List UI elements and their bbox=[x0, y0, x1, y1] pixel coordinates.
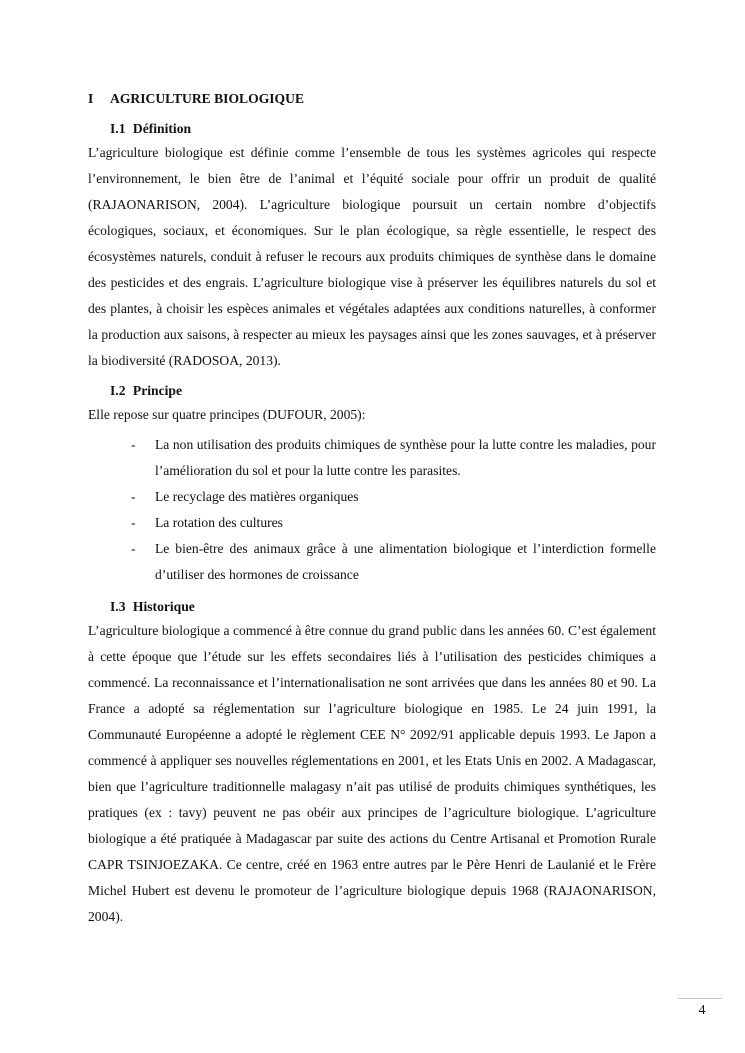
bullet-dash: - bbox=[131, 541, 136, 556]
historique-paragraph: L’agriculture biologique a commencé à être connue du grand public dans les années 60. C’est également à cette époque que l’étude sur les effets secondaires liés à l’utilisation des pesticides chimiques a commencé. La reconnaissance et l’internationalisation ne sont arrivées que dans les années 80 et 90. La France a adopté sa réglementation sur l’agriculture biologique en 1985. Le 24 juin 1991, la Communauté Européenne a adopté le règlement CEE N° 2092/91 applicable depuis 1993. Le Japon a commencé à appliquer ses nouvelles réglementations en 2001, et les Etats Unis en 2002. A Madagascar, bien que l’agriculture traditionnelle malagasy n’ait pas utilisé de produits chimiques synthétiques, les pratiques (ex : tavy) peuvent ne pas obéir aux principes de l’agriculture biologique. L’agriculture biologique a été pratiquée à Madagascar par suite des actions du Centre Artisanal et Promotion Rurale CAPR TSINJOEZAKA. Ce centre, créé en 1963 entre autres par le Père Henri de Laulanié et le Frère Michel Hubert est devenu le promoteur de l’agriculture biologique depuis 1968 (RAJAONARISON, 2004). bbox=[88, 623, 656, 924]
section-number: I.3 bbox=[110, 599, 126, 614]
principles-list bbox=[88, 432, 656, 588]
bullet-dash: - bbox=[131, 489, 136, 504]
list-item-text: La non utilisation des produits chimiques de synthèse pour la lutte contre les maladies, pour l’amélioration du sol et pour la lutte contre les parasites. bbox=[155, 437, 656, 478]
section-title: Principe bbox=[132, 383, 182, 398]
list-item-text: Le recyclage des matières organiques bbox=[155, 489, 359, 504]
section-number: I.2 bbox=[110, 383, 126, 398]
list-item bbox=[88, 510, 656, 536]
list-item-text: La rotation des cultures bbox=[155, 515, 283, 530]
footer-rule bbox=[678, 998, 722, 999]
section-number: I.1 bbox=[110, 121, 126, 136]
list-item bbox=[88, 432, 656, 484]
list-item bbox=[88, 536, 656, 588]
page-body bbox=[88, 90, 656, 930]
section-title: Définition bbox=[132, 121, 192, 136]
section-title: Historique bbox=[132, 599, 195, 614]
section-heading-definition bbox=[110, 120, 656, 138]
section-heading-principe bbox=[110, 382, 656, 400]
bullet-dash: - bbox=[131, 437, 136, 452]
section-heading-historique bbox=[110, 598, 656, 616]
chapter-title: AGRICULTURE BIOLOGIQUE bbox=[110, 91, 305, 106]
list-item bbox=[88, 484, 656, 510]
list-item-text: Le bien-être des animaux grâce à une alimentation biologique et l’interdiction formelle d’utiliser des hormones de croissance bbox=[155, 541, 656, 582]
page-number: 4 bbox=[698, 1002, 706, 1017]
chapter-number: I bbox=[88, 91, 94, 106]
chapter-heading bbox=[88, 90, 656, 108]
principe-intro: Elle repose sur quatre principes (DUFOUR, 2005): bbox=[88, 407, 366, 422]
bullet-dash: - bbox=[131, 515, 136, 530]
definition-paragraph: L’agriculture biologique est définie comme l’ensemble de tous les systèmes agricoles qui respecte l’environnement, le bien être de l’animal et l’équité sociale pour offrir un produit de qualité (RAJAONARISON, 2004). L’agriculture biologique poursuit un certain nombre d’objectifs écologiques, sociaux, et économiques. Sur le plan écologique, sa règle essentielle, le respect des écosystèmes naturels, conduit à refuser le recours aux produits chimiques de synthèse dans le domaine des pesticides et des engrais. L’agriculture biologique vise à préserver les équilibres naturels du sol et des plantes, à choisir les espèces animales et végétales adaptées aux conditions naturelles, à conformer la production aux saisons, à respecter au mieux les paysages ainsi que les zones sauvages, et à préserver la biodiversité (RADOSOA, 2013). bbox=[88, 145, 656, 368]
